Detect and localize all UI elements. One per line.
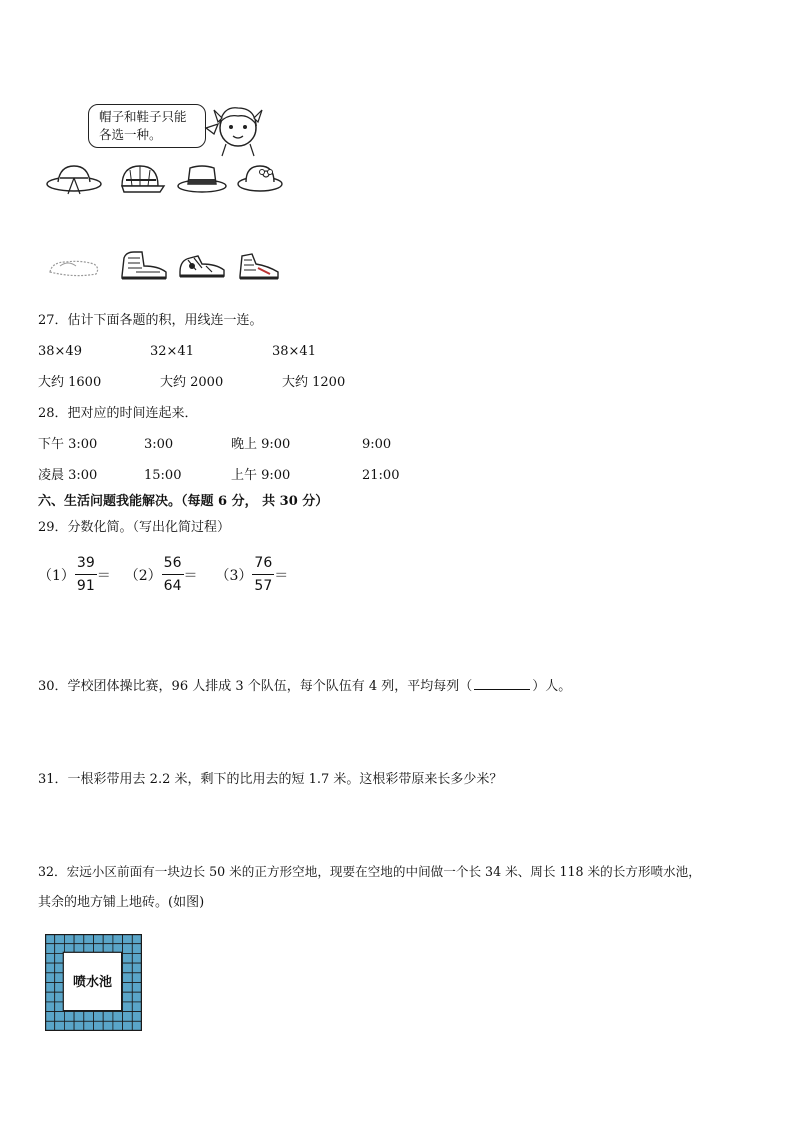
baseball-cap-icon (116, 160, 166, 198)
q31-text: 31．一根彩带用去 2.2 米，剩下的比用去的短 1.7 米。这根彩带原来长多少米？ (38, 772, 503, 787)
q27-bottom-3: 大约 1200 (282, 375, 346, 390)
q30-answer-blank[interactable] (474, 677, 530, 690)
q30-text-before: 30．学校团体操比赛，96 人排成 3 个队伍，每个队伍有 4 列，平均每列（ (38, 679, 473, 694)
floor-tile (45, 953, 55, 963)
floor-tile (132, 973, 142, 983)
square-lot-diagram (45, 934, 142, 1031)
speech-bubble (88, 104, 206, 148)
q29-item-2-fraction (162, 554, 184, 595)
q29-item-2-equals: ＝ (183, 567, 198, 584)
q29-item-3-denominator: 57 (254, 578, 273, 594)
speech-text-line2: 各选一种。 (99, 127, 162, 142)
q30-text (38, 677, 571, 695)
floor-tile (123, 1021, 133, 1031)
floor-tile (55, 934, 65, 944)
sun-hat-icon (44, 160, 104, 198)
floor-tile (132, 1021, 142, 1031)
q29-item-1-label: （1） (38, 567, 75, 584)
floor-tile (123, 1012, 133, 1022)
q29-item-2-denominator: 64 (163, 578, 182, 594)
floor-tile (45, 973, 55, 983)
q27-top-3: 38×41 (272, 344, 316, 359)
floor-tile (94, 1021, 104, 1031)
q28-row1-1: 下午 3:00 (38, 437, 98, 452)
floor-tile (45, 1002, 55, 1012)
q27-top-2: 32×41 (150, 344, 194, 359)
q27-top-1: 38×49 (38, 344, 82, 359)
floor-tile (123, 953, 133, 963)
floor-tile (123, 934, 133, 944)
floor-tile (45, 1021, 55, 1031)
q29-item-3-label: （3） (215, 567, 253, 584)
floor-tile (113, 1012, 123, 1022)
floor-tile (132, 963, 142, 973)
floor-tile (123, 973, 133, 983)
floor-tile (132, 992, 142, 1002)
floor-tile (45, 934, 55, 944)
floor-tile (113, 1021, 123, 1031)
q32-line1: 32．宏远小区前面有一块边长 50 米的正方形空地，现要在空地的中间做一个长 34 米、周长 118 米的长方形喷水池， (38, 864, 701, 879)
q29-item-3-equals: ＝ (274, 567, 289, 584)
floor-tile (64, 1012, 74, 1022)
q28-row1-4: 9:00 (362, 437, 392, 452)
floor-tile (64, 934, 74, 944)
fedora-hat-icon (176, 162, 228, 196)
q27-title: 27．估计下面各题的积，用线连一连。 (38, 313, 263, 328)
q28-row2-3: 上午 9:00 (231, 468, 291, 483)
sport-shoe-icon (236, 250, 282, 282)
q29-item-1-denominator: 91 (76, 578, 95, 594)
q29-item-2-numerator: 56 (163, 555, 182, 571)
q29-fractions (38, 554, 288, 595)
q29-item-1-numerator: 39 (76, 555, 95, 571)
slipper-shoe-icon (46, 254, 102, 280)
q32-line2: 其余的地方铺上地砖。(如图) (38, 895, 205, 910)
floor-tile (45, 992, 55, 1002)
q29-item-3-numerator: 76 (254, 555, 273, 571)
q27-bottom-2: 大约 2000 (160, 375, 224, 390)
floor-tile (123, 983, 133, 993)
floor-tile (113, 934, 123, 944)
boot-icon (116, 248, 174, 282)
floor-tile (55, 1012, 65, 1022)
floor-tile (84, 934, 94, 944)
floor-tile (74, 1021, 84, 1031)
floor-tile (103, 1012, 113, 1022)
floor-tile (94, 1012, 104, 1022)
q28-row2-4: 21:00 (362, 468, 400, 483)
floor-tile (84, 1021, 94, 1031)
floor-tile (74, 934, 84, 944)
floor-tile (123, 944, 133, 954)
girl-icon (200, 98, 270, 158)
floor-tile (123, 992, 133, 1002)
floor-tile (132, 944, 142, 954)
floor-tile (45, 983, 55, 993)
floor-tile (84, 1012, 94, 1022)
q28-row1-3: 晚上 9:00 (231, 437, 291, 452)
floor-tile (132, 1012, 142, 1022)
floor-tile (123, 1002, 133, 1012)
floor-tile (45, 963, 55, 973)
q29-item-3-fraction (252, 554, 274, 595)
floor-tile (74, 1012, 84, 1022)
floor-tile (123, 963, 133, 973)
floor-tile (103, 934, 113, 944)
q29-item-1-equals: ＝ (96, 567, 111, 584)
q28-row1-2: 3:00 (144, 437, 174, 452)
floor-tile (94, 934, 104, 944)
sneaker-icon (176, 250, 230, 280)
floor-tile (55, 1021, 65, 1031)
fountain-pool-label: 喷水池 (72, 975, 113, 990)
q29-item-1-fraction (75, 554, 97, 595)
q29-title: 29．分数化简。（写出化简过程） (38, 520, 231, 535)
floor-tile (132, 934, 142, 944)
q27-bottom-1: 大约 1600 (38, 375, 102, 390)
flower-hat-icon (236, 160, 284, 196)
floor-tile (132, 953, 142, 963)
q28-row2-2: 15:00 (144, 468, 182, 483)
q28-row2-1: 凌晨 3:00 (38, 468, 98, 483)
q29-item-2-label: （2） (124, 567, 162, 584)
q28-title: 28．把对应的时间连起来． (38, 406, 198, 421)
floor-tile (45, 944, 55, 954)
floor-tile (103, 1021, 113, 1031)
q30-text-after: ）人。 (532, 679, 572, 694)
floor-tile (132, 983, 142, 993)
speech-text-line1: 帽子和鞋子只能 (99, 109, 187, 124)
floor-tile (45, 1012, 55, 1022)
section-6-heading: 六、生活问题我能解决。（每题 6 分， 共 30 分） (38, 494, 329, 509)
floor-tile (64, 1021, 74, 1031)
floor-tile (132, 1002, 142, 1012)
